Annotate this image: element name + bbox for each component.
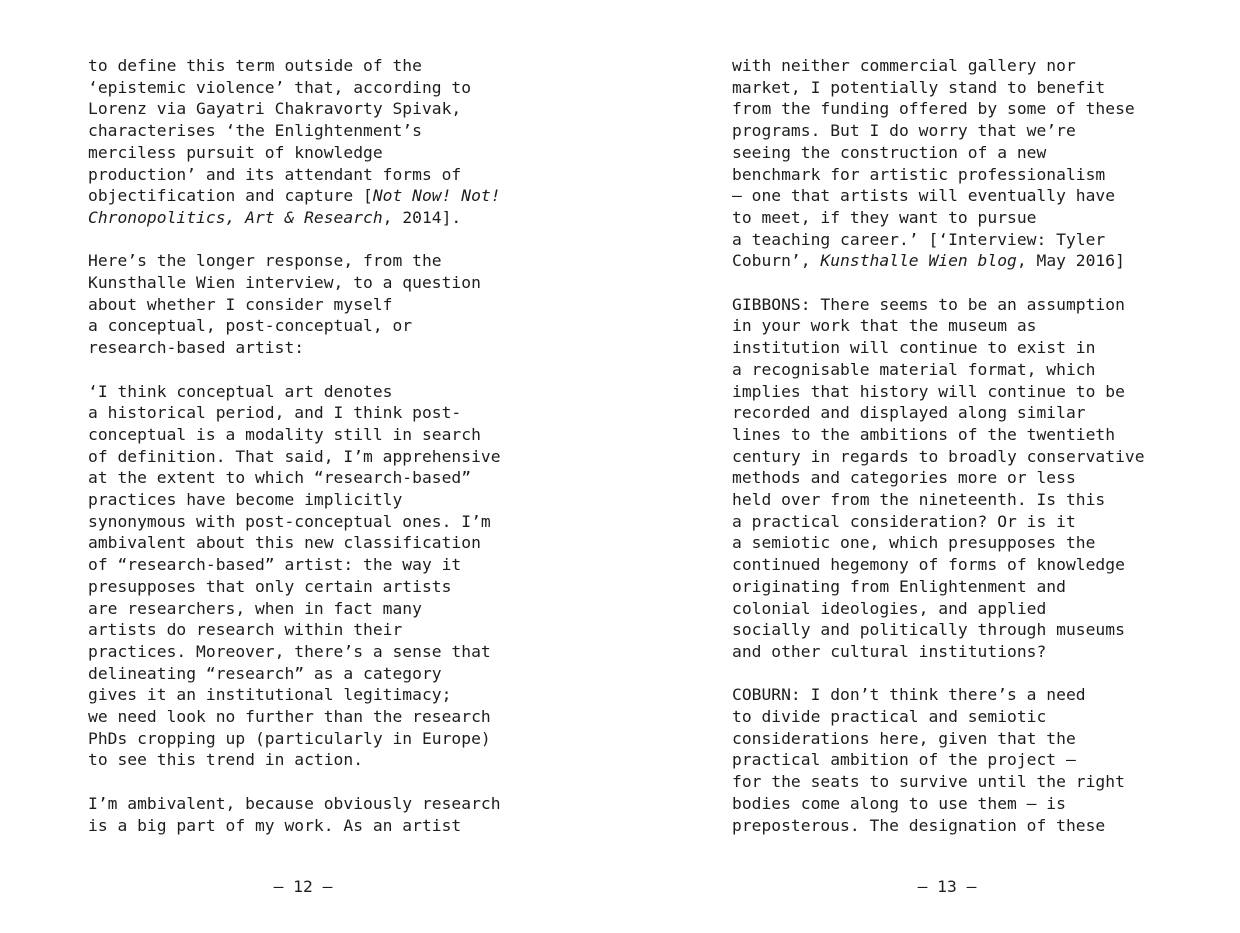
text-line: artists do research within their xyxy=(88,620,403,640)
text-line: to define this term outside of the xyxy=(88,56,422,75)
text-line: of definition. That said, I’m apprehensive xyxy=(88,446,501,466)
text-line: — one that artists will eventually have xyxy=(732,186,1116,206)
text-line: a teaching career.’ [‘Interview: Tyler xyxy=(732,229,1106,249)
text-line: research-based artist: xyxy=(88,338,305,358)
text-line: of “research-based” artist: the way it xyxy=(88,555,462,575)
text-line: in your work that the museum as xyxy=(732,316,1037,336)
text-line: recorded and displayed along similar xyxy=(732,403,1086,423)
text-line: socially and politically through museums xyxy=(732,620,1125,640)
text-line: seeing the construction of a new xyxy=(732,142,1047,162)
text-line: practical ambition of the project — xyxy=(732,750,1076,770)
text-line: implies that history will continue to be xyxy=(732,381,1125,401)
paragraph xyxy=(88,381,518,772)
text-line: Lorenz via Gayatri Chakravorty Spivak, xyxy=(88,99,462,119)
page-left-text xyxy=(88,55,518,836)
text-line: conceptual is a modality still in search xyxy=(88,424,481,444)
text-line: characterises ‘the Enlightenment’s xyxy=(88,121,422,141)
text-line: and other cultural institutions? xyxy=(732,641,1047,661)
text-line: lines to the ambitions of the twentieth xyxy=(732,424,1116,444)
text-line: Kunsthalle Wien interview, to a question xyxy=(88,273,481,293)
text-line: to divide practical and semiotic xyxy=(732,707,1047,727)
text-line: I’m ambivalent, because obviously research xyxy=(88,793,501,813)
text-line: programs. But I do worry that we’re xyxy=(732,121,1076,141)
text-line: preposterous. The designation of these xyxy=(732,815,1106,835)
text-line: institution will continue to exist in xyxy=(732,338,1096,358)
text-line: merciless pursuit of knowledge xyxy=(88,142,383,162)
text-line: are researchers, when in fact many xyxy=(88,598,422,618)
text-line: methods and categories more or less xyxy=(732,468,1076,488)
text-line: objectification and capture [Not Now! Not! xyxy=(88,186,501,206)
text-line: COBURN: I don’t think there’s a need xyxy=(732,685,1086,705)
text-line: synonymous with post-conceptual ones. I’m xyxy=(88,511,491,531)
text-line: production’ and its attendant forms of xyxy=(88,164,462,184)
page-number-left: — 12 — xyxy=(273,877,333,896)
paragraph xyxy=(88,250,518,359)
text-line: Coburn’, Kunsthalle Wien blog, May 2016] xyxy=(732,251,1125,271)
text-line: Chronopolitics, Art & Research, 2014]. xyxy=(88,207,462,227)
text-line: practices have become implicitly xyxy=(88,490,403,510)
text-line: colonial ideologies, and applied xyxy=(732,598,1047,618)
text-line: PhDs cropping up (particularly in Europe) xyxy=(88,728,491,748)
text-line: presupposes that only certain artists xyxy=(88,576,452,596)
text-line: a recognisable material format, which xyxy=(732,359,1096,379)
paragraph xyxy=(732,684,1162,836)
text-line: Here’s the longer response, from the xyxy=(88,251,442,271)
text-line: to see this trend in action. xyxy=(88,750,364,770)
text-line: originating from Enlightenment and xyxy=(732,576,1066,596)
text-line: delineating “research” as a category xyxy=(88,663,442,683)
text-line: a historical period, and I think post- xyxy=(88,403,462,423)
text-line: gives it an institutional legitimacy; xyxy=(88,685,452,705)
text-line: ‘I think conceptual art denotes xyxy=(88,381,393,401)
text-line: to meet, if they want to pursue xyxy=(732,207,1037,227)
page-right-text xyxy=(732,55,1162,836)
text-line: continued hegemony of forms of knowledge xyxy=(732,555,1125,575)
text-line: held over from the nineteenth. Is this xyxy=(732,490,1106,510)
paragraph xyxy=(732,55,1162,272)
text-line: ‘epistemic violence’ that, according to xyxy=(88,77,472,97)
text-line: at the extent to which “research-based” xyxy=(88,468,472,488)
text-line: for the seats to survive until the right xyxy=(732,772,1125,792)
paragraph xyxy=(88,793,518,836)
text-line: a practical consideration? Or is it xyxy=(732,511,1076,531)
text-line: market, I potentially stand to benefit xyxy=(732,77,1106,97)
text-line: ambivalent about this new classification xyxy=(88,533,481,553)
text-line: with neither commercial gallery nor xyxy=(732,56,1076,75)
text-line: bodies come along to use them — is xyxy=(732,793,1066,813)
text-line: GIBBONS: There seems to be an assumption xyxy=(732,294,1125,314)
text-line: about whether I consider myself xyxy=(88,294,393,314)
text-line: benchmark for artistic professionalism xyxy=(732,164,1106,184)
text-line: a semiotic one, which presupposes the xyxy=(732,533,1096,553)
text-line: a conceptual, post-conceptual, or xyxy=(88,316,413,336)
paragraph xyxy=(732,294,1162,663)
text-line: we need look no further than the research xyxy=(88,707,491,727)
text-line: considerations here, given that the xyxy=(732,728,1076,748)
text-line: century in regards to broadly conservative xyxy=(732,446,1145,466)
text-line: from the funding offered by some of these xyxy=(732,99,1135,119)
text-line: practices. Moreover, there’s a sense that xyxy=(88,641,491,661)
paragraph xyxy=(88,55,518,229)
text-line: is a big part of my work. As an artist xyxy=(88,815,462,835)
page-number-right: — 13 — xyxy=(917,877,977,896)
